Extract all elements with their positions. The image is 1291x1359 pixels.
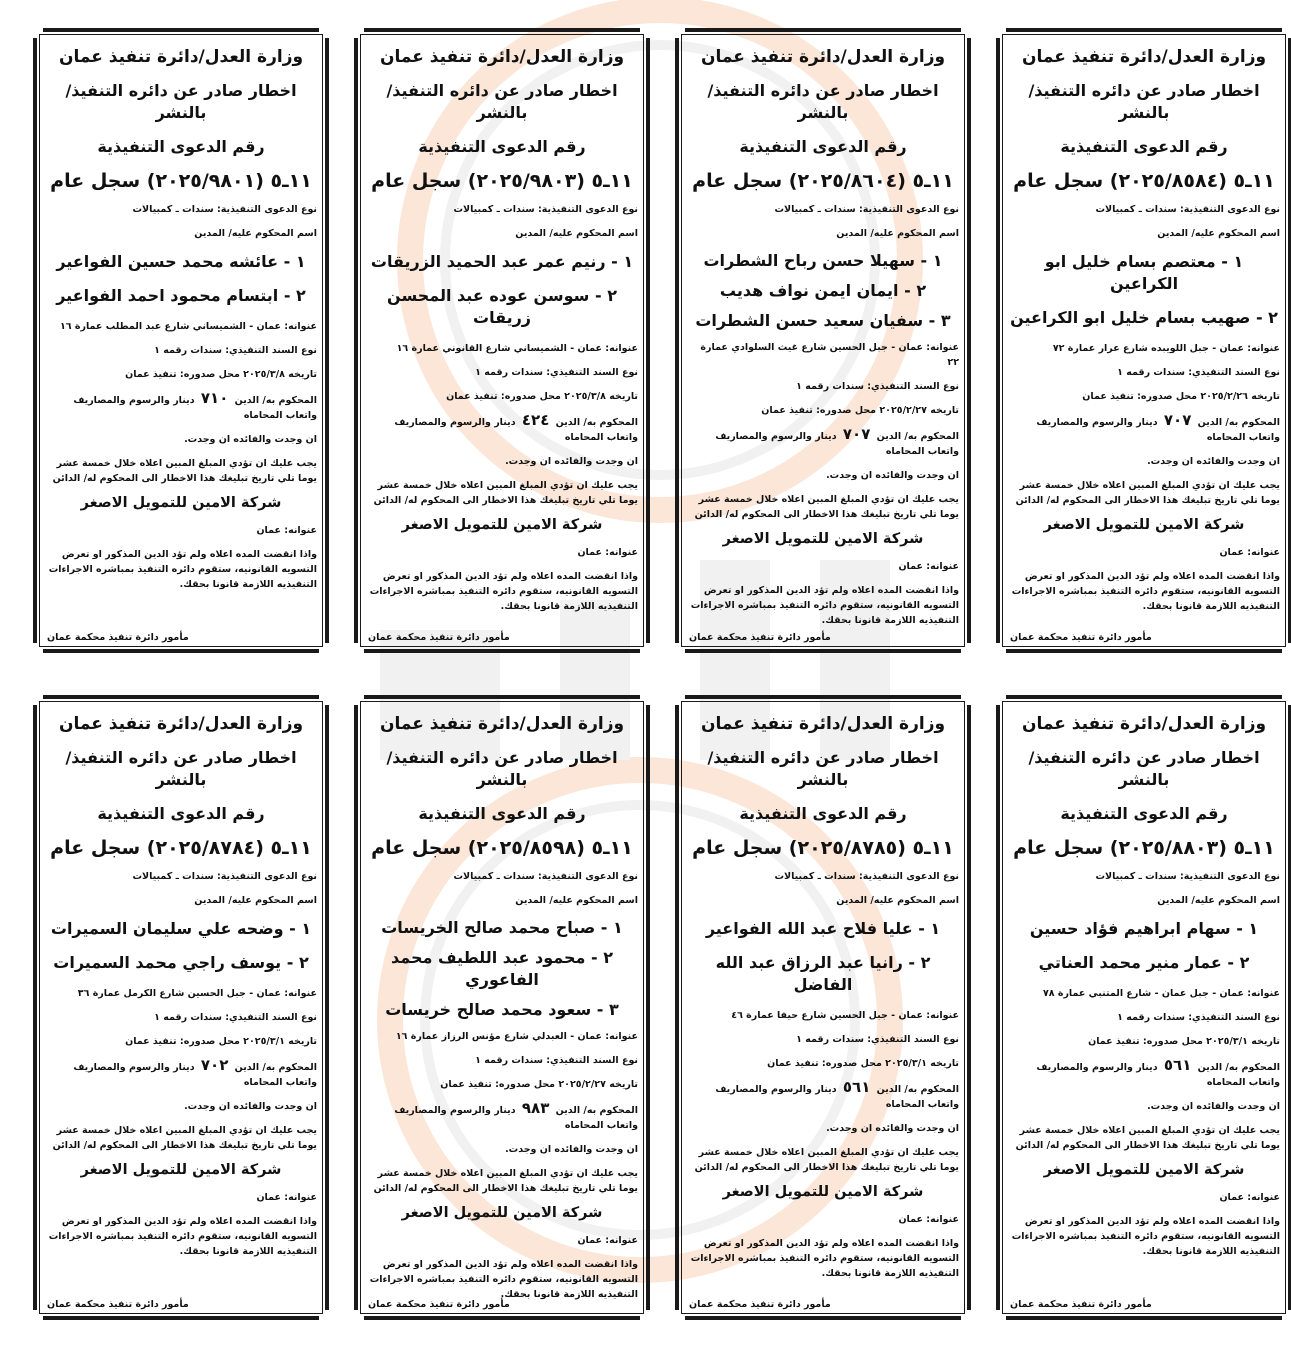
- instrument-type: نوع السند التنفيذي: سندات رقمه ١: [1117, 367, 1280, 378]
- debt-amount: ٤٢٤: [521, 411, 550, 429]
- payment-notice: يجب عليك ان تؤدي المبلغ المبين اعلاه خلال خمسة عشر يوما تلي تاريخ تبليغك هذا الاخطار الى المحكوم له/ الدائن: [52, 458, 317, 484]
- case-label: رقم الدعوى التنفيذية: [739, 804, 907, 823]
- instrument-date: تاريخه ٢٠٢٥/٣/٨ محل صدوره: تنفيذ عمان: [446, 391, 638, 402]
- judgment-amount-line: [45, 1058, 317, 1090]
- execution-notice: [354, 695, 650, 1320]
- debtor-name: ١ - معتصم بسام خليل ابو الكراعين: [1044, 252, 1244, 293]
- amount-prefix: المحكوم به/ الدين: [876, 1084, 959, 1095]
- execution-notice: [354, 28, 650, 653]
- creditor-address: عنوانه: عمان: [1219, 1192, 1280, 1203]
- payment-notice: يجب عليك ان تؤدي المبلغ المبين اعلاه خلال خمسة عشر يوما تلي تاريخ تبليغك هذا الاخطار الى المحكوم له/ الدائن: [373, 480, 638, 506]
- debtor-name: ٢ - عمار منير محمد العناتي: [1038, 953, 1250, 972]
- debtor-list: [366, 917, 638, 1021]
- ministry-header: وزارة العدل/دائرة تنفيذ عمان: [379, 714, 625, 734]
- judgment-amount-line: [687, 1080, 959, 1112]
- debtor-list: [366, 251, 638, 329]
- debtor-address: عنوانه: عمان - جبل اللويبده شارع عرار عمارة ٧٢: [1052, 343, 1280, 354]
- case-number: ١١ـ٥ (٢٠٢٥/٨٧٨٥) سجل عام: [692, 837, 954, 859]
- amount-prefix: المحكوم به/ الدين: [1197, 1062, 1280, 1073]
- amount-prefix: المحكوم به/ الدين: [555, 417, 638, 428]
- signature: مأمور دائرة تنفيذ محكمة عمان: [689, 632, 831, 643]
- debtor-name: ٢ - ابتسام محمود احمد الفواعير: [56, 286, 306, 305]
- debtor-name: ٢ - ايمان ايمن نواف هديب: [719, 281, 927, 300]
- notice-title: اخطار صادر عن دائره التنفيذ/ بالنشر: [1028, 81, 1260, 122]
- debtor-address: عنوانه: عمان - العبدلي شارع مؤنس الرزاز عمارة ١٦: [395, 1031, 638, 1042]
- notice-title: اخطار صادر عن دائره التنفيذ/ بالنشر: [707, 81, 939, 122]
- instrument-type: نوع السند التنفيذي: سندات رقمه ١: [154, 345, 317, 356]
- case-type: نوع الدعوى التنفيذية: سندات ـ كمبيالات: [774, 871, 959, 882]
- amount-suffix: دينار والرسوم والمصاريف واتعاب المحاماه: [394, 1105, 638, 1131]
- instrument-type: نوع السند التنفيذي: سندات رقمه ١: [475, 1055, 638, 1066]
- debtor-name: ٢ - صهيب بسام خليل ابو الكراعين: [1010, 308, 1278, 327]
- amount-suffix: دينار والرسوم والمصاريف واتعاب المحاماه: [73, 1062, 317, 1088]
- debtor-address: عنوانه: عمان - جبل الحسين شارع غيث السلوادي عمارة ٢٢: [700, 342, 959, 368]
- notice-title: اخطار صادر عن دائره التنفيذ/ بالنشر: [1028, 748, 1260, 789]
- creditor-address: عنوانه: عمان: [256, 525, 317, 536]
- debtor-label: اسم المحكوم عليه/ المدين: [194, 228, 317, 239]
- notice-title: اخطار صادر عن دائره التنفيذ/ بالنشر: [386, 81, 618, 122]
- debtor-label: اسم المحكوم عليه/ المدين: [1157, 895, 1280, 906]
- case-label: رقم الدعوى التنفيذية: [418, 137, 586, 156]
- instrument-date: تاريخه ٢٠٢٥/٢/٢٧ محل صدوره: تنفيذ عمان: [440, 1079, 638, 1090]
- amount-prefix: المحكوم به/ الدين: [1197, 417, 1280, 428]
- case-label: رقم الدعوى التنفيذية: [1060, 804, 1228, 823]
- instrument-type: نوع السند التنفيذي: سندات رقمه ١: [154, 1012, 317, 1023]
- debtor-name: ٣ - سعود محمد صالح خريسات: [385, 1000, 619, 1019]
- ministry-header: وزارة العدل/دائرة تنفيذ عمان: [58, 47, 304, 67]
- warning-text: واذا انقضت المده اعلاه ولم تؤد الدين المذكور او تعرض التسويه القانونيه، ستقوم دائره التنفيذ بمباشره الاجراءات التنفيذيه اللازمة قانونا بحقك.: [48, 1216, 317, 1257]
- ministry-header: وزارة العدل/دائرة تنفيذ عمان: [58, 714, 304, 734]
- debtor-list: [687, 918, 959, 996]
- creditor-address: عنوانه: عمان: [898, 561, 959, 572]
- amount-tail: ان وجدت والفائده ان وجدت.: [1147, 456, 1280, 467]
- debtor-label: اسم المحكوم عليه/ المدين: [515, 895, 638, 906]
- instrument-date: تاريخه ٢٠٢٥/٣/١ محل صدوره: تنفيذ عمان: [125, 1036, 317, 1047]
- amount-prefix: المحكوم به/ الدين: [876, 431, 959, 442]
- notice-title: اخطار صادر عن دائره التنفيذ/ بالنشر: [65, 748, 297, 789]
- signature: مأمور دائرة تنفيذ محكمة عمان: [1010, 632, 1152, 643]
- signature: مأمور دائرة تنفيذ محكمة عمان: [368, 632, 510, 643]
- debtor-label: اسم المحكوم عليه/ المدين: [515, 228, 638, 239]
- amount-prefix: المحكوم به/ الدين: [555, 1105, 638, 1116]
- case-label: رقم الدعوى التنفيذية: [1060, 137, 1228, 156]
- execution-notice: [996, 28, 1291, 653]
- signature: مأمور دائرة تنفيذ محكمة عمان: [47, 1299, 189, 1310]
- creditor-name: شركة الامين للتمويل الاصغر: [722, 1184, 924, 1200]
- case-type: نوع الدعوى التنفيذية: سندات ـ كمبيالات: [1095, 204, 1280, 215]
- instrument-type: نوع السند التنفيذي: سندات رقمه ١: [796, 1034, 959, 1045]
- debt-amount: ٧١٠: [200, 389, 229, 407]
- debt-amount: ٩٨٣: [521, 1099, 550, 1117]
- instrument-type: نوع السند التنفيذي: سندات رقمه ١: [1117, 1012, 1280, 1023]
- execution-notice: [996, 695, 1291, 1320]
- judgment-amount-line: [1008, 413, 1280, 445]
- debtor-name: ١ - سهام ابراهيم فؤاد حسين: [1029, 919, 1259, 938]
- amount-tail: ان وجدت والفائده ان وجدت.: [1147, 1101, 1280, 1112]
- warning-text: واذا انقضت المده اعلاه ولم تؤد الدين المذكور او تعرض التسويه القانونيه، ستقوم دائره التنفيذ بمباشره الاجراءات التنفيذيه اللازمة قانونا بحقك.: [1011, 571, 1280, 612]
- debtor-name: ١ - رنيم عمر عبد الحميد الزريقات: [370, 252, 634, 271]
- judgment-amount-line: [687, 427, 959, 459]
- warning-text: واذا انقضت المده اعلاه ولم تؤد الدين المذكور او تعرض التسويه القانونيه، ستقوم دائره التنفيذ بمباشره الاجراءات التنفيذيه اللازمة قانونا بحقك.: [690, 585, 959, 626]
- execution-notice: [675, 28, 971, 653]
- creditor-name: شركة الامين للتمويل الاصغر: [80, 495, 282, 511]
- case-number: ١١ـ٥ (٢٠٢٥/٨٥٩٨) سجل عام: [371, 837, 633, 859]
- signature: مأمور دائرة تنفيذ محكمة عمان: [47, 632, 189, 643]
- case-label: رقم الدعوى التنفيذية: [97, 137, 265, 156]
- debt-amount: ٥٦١: [1163, 1056, 1192, 1074]
- debt-amount: ٧٠٧: [1163, 411, 1192, 429]
- creditor-address: عنوانه: عمان: [256, 1192, 317, 1203]
- debtor-name: ٣ - سفيان سعيد حسن الشطرات: [695, 311, 951, 330]
- debtor-list: [1008, 251, 1280, 329]
- debtor-name: ٢ - محمود عبد اللطيف محمد الفاعوري: [391, 948, 613, 989]
- payment-notice: يجب عليك ان تؤدي المبلغ المبين اعلاه خلال خمسة عشر يوما تلي تاريخ تبليغك هذا الاخطار الى المحكوم له/ الدائن: [1015, 1125, 1280, 1151]
- execution-notice: [33, 695, 329, 1320]
- warning-text: واذا انقضت المده اعلاه ولم تؤد الدين المذكور او تعرض التسويه القانونيه، ستقوم دائره التنفيذ بمباشره الاجراءات التنفيذيه اللازمة قانونا بحقك.: [369, 571, 638, 612]
- debtor-label: اسم المحكوم عليه/ المدين: [836, 895, 959, 906]
- amount-suffix: دينار والرسوم والمصاريف واتعاب المحاماه: [715, 431, 959, 457]
- debtor-name: ١ - عائشه محمد حسين الفواعير: [56, 252, 306, 271]
- signature: مأمور دائرة تنفيذ محكمة عمان: [368, 1299, 510, 1310]
- amount-tail: ان وجدت والفائده ان وجدت.: [184, 434, 317, 445]
- creditor-name: شركة الامين للتمويل الاصغر: [722, 531, 924, 547]
- creditor-address: عنوانه: عمان: [1219, 547, 1280, 558]
- instrument-type: نوع السند التنفيذي: سندات رقمه ١: [796, 381, 959, 392]
- case-number: ١١ـ٥ (٢٠٢٥/٨٥٨٤) سجل عام: [1013, 170, 1275, 192]
- judgment-amount-line: [45, 391, 317, 423]
- payment-notice: يجب عليك ان تؤدي المبلغ المبين اعلاه خلال خمسة عشر يوما تلي تاريخ تبليغك هذا الاخطار الى المحكوم له/ الدائن: [52, 1125, 317, 1151]
- execution-notice: [675, 695, 971, 1320]
- instrument-date: تاريخه ٢٠٢٥/٢/٢٦ محل صدوره: تنفيذ عمان: [1082, 391, 1280, 402]
- instrument-date: تاريخه ٢٠٢٥/٣/١ محل صدوره: تنفيذ عمان: [767, 1058, 959, 1069]
- debtor-address: عنوانه: عمان - الشميساني شارع القانوني عمارة ١٦: [396, 343, 638, 354]
- warning-text: واذا انقضت المده اعلاه ولم تؤد الدين المذكور او تعرض التسويه القانونيه، ستقوم دائره التنفيذ بمباشره الاجراءات التنفيذيه اللازمة قانونا بحقك.: [369, 1259, 638, 1300]
- debtor-address: عنوانه: عمان - الشميساني شارع عبد المطلب عمارة ١٦: [59, 321, 317, 332]
- case-label: رقم الدعوى التنفيذية: [418, 804, 586, 823]
- debt-amount: ٧٠٧: [842, 425, 871, 443]
- debtor-address: عنوانه: عمان - جبل الحسين شارع الكرمل عمارة ٣٦: [77, 988, 317, 999]
- payment-notice: يجب عليك ان تؤدي المبلغ المبين اعلاه خلال خمسة عشر يوما تلي تاريخ تبليغك هذا الاخطار الى المحكوم له/ الدائن: [694, 1147, 959, 1173]
- amount-prefix: المحكوم به/ الدين: [234, 395, 317, 406]
- ministry-header: وزارة العدل/دائرة تنفيذ عمان: [700, 47, 946, 67]
- notice-title: اخطار صادر عن دائره التنفيذ/ بالنشر: [386, 748, 618, 789]
- amount-tail: ان وجدت والفائده ان وجدت.: [826, 1123, 959, 1134]
- debtor-name: ١ - سهيلا حسن رباح الشطرات: [703, 251, 943, 270]
- signature: مأمور دائرة تنفيذ محكمة عمان: [1010, 1299, 1152, 1310]
- payment-notice: يجب عليك ان تؤدي المبلغ المبين اعلاه خلال خمسة عشر يوما تلي تاريخ تبليغك هذا الاخطار الى المحكوم له/ الدائن: [1015, 480, 1280, 506]
- amount-suffix: دينار والرسوم والمصاريف واتعاب المحاماه: [73, 395, 317, 421]
- amount-tail: ان وجدت والفائده ان وجدت.: [505, 456, 638, 467]
- creditor-address: عنوانه: عمان: [577, 1235, 638, 1246]
- case-type: نوع الدعوى التنفيذية: سندات ـ كمبيالات: [132, 204, 317, 215]
- amount-suffix: دينار والرسوم والمصاريف واتعاب المحاماه: [394, 417, 638, 443]
- amount-tail: ان وجدت والفائده ان وجدت.: [505, 1144, 638, 1155]
- ministry-header: وزارة العدل/دائرة تنفيذ عمان: [1021, 47, 1267, 67]
- case-type: نوع الدعوى التنفيذية: سندات ـ كمبيالات: [453, 871, 638, 882]
- instrument-date: تاريخه ٢٠٢٥/٣/٨ محل صدوره: تنفيذ عمان: [125, 369, 317, 380]
- case-type: نوع الدعوى التنفيذية: سندات ـ كمبيالات: [453, 204, 638, 215]
- signature: مأمور دائرة تنفيذ محكمة عمان: [689, 1299, 831, 1310]
- judgment-amount-line: [1008, 1058, 1280, 1090]
- amount-tail: ان وجدت والفائده ان وجدت.: [184, 1101, 317, 1112]
- debtor-list: [687, 250, 959, 332]
- execution-notice: [33, 28, 329, 653]
- instrument-type: نوع السند التنفيذي: سندات رقمه ١: [475, 367, 638, 378]
- debtor-address: عنوانه: عمان - جبل عمان - شارع المتنبي عمارة ٧٨: [1042, 988, 1280, 999]
- case-number: ١١ـ٥ (٢٠٢٥/٨٦٠٤) سجل عام: [692, 170, 954, 192]
- ministry-header: وزارة العدل/دائرة تنفيذ عمان: [1021, 714, 1267, 734]
- case-label: رقم الدعوى التنفيذية: [97, 804, 265, 823]
- amount-suffix: دينار والرسوم والمصاريف واتعاب المحاماه: [1036, 417, 1280, 443]
- amount-prefix: المحكوم به/ الدين: [234, 1062, 317, 1073]
- debtor-list: [45, 918, 317, 974]
- case-type: نوع الدعوى التنفيذية: سندات ـ كمبيالات: [1095, 871, 1280, 882]
- amount-tail: ان وجدت والفائده ان وجدت.: [826, 470, 959, 481]
- instrument-date: تاريخه ٢٠٢٥/٢/٢٧ محل صدوره: تنفيذ عمان: [761, 405, 959, 416]
- case-number: ١١ـ٥ (٢٠٢٥/٩٨٠١) سجل عام: [50, 170, 312, 192]
- warning-text: واذا انقضت المده اعلاه ولم تؤد الدين المذكور او تعرض التسويه القانونيه، ستقوم دائره التنفيذ بمباشره الاجراءات التنفيذيه اللازمة قانونا بحقك.: [1011, 1216, 1280, 1257]
- case-number: ١١ـ٥ (٢٠٢٥/٨٨٠٣) سجل عام: [1013, 837, 1275, 859]
- debtor-label: اسم المحكوم عليه/ المدين: [194, 895, 317, 906]
- case-label: رقم الدعوى التنفيذية: [739, 137, 907, 156]
- creditor-name: شركة الامين للتمويل الاصغر: [80, 1162, 282, 1178]
- debtor-name: ٢ - رانيا عبد الرزاق عبد الله الفاضل: [715, 953, 931, 994]
- payment-notice: يجب عليك ان تؤدي المبلغ المبين اعلاه خلال خمسة عشر يوما تلي تاريخ تبليغك هذا الاخطار الى المحكوم له/ الدائن: [694, 494, 959, 520]
- debtor-name: ١ - عليا فلاح عبد الله الفواعير: [705, 919, 941, 938]
- warning-text: واذا انقضت المده اعلاه ولم تؤد الدين المذكور او تعرض التسويه القانونيه، ستقوم دائره التنفيذ بمباشره الاجراءات التنفيذيه اللازمة قانونا بحقك.: [690, 1238, 959, 1279]
- debtor-list: [1008, 918, 1280, 974]
- warning-text: واذا انقضت المده اعلاه ولم تؤد الدين المذكور او تعرض التسويه القانونيه، ستقوم دائره التنفيذ بمباشره الاجراءات التنفيذيه اللازمة قانونا بحقك.: [48, 549, 317, 590]
- instrument-date: تاريخه ٢٠٢٥/٣/١ محل صدوره: تنفيذ عمان: [1088, 1036, 1280, 1047]
- ministry-header: وزارة العدل/دائرة تنفيذ عمان: [379, 47, 625, 67]
- case-number: ١١ـ٥ (٢٠٢٥/٩٨٠٣) سجل عام: [371, 170, 633, 192]
- case-number: ١١ـ٥ (٢٠٢٥/٨٧٨٤) سجل عام: [50, 837, 312, 859]
- debtor-list: [45, 251, 317, 307]
- creditor-name: شركة الامين للتمويل الاصغر: [1043, 517, 1245, 533]
- payment-notice: يجب عليك ان تؤدي المبلغ المبين اعلاه خلال خمسة عشر يوما تلي تاريخ تبليغك هذا الاخطار الى المحكوم له/ الدائن: [373, 1168, 638, 1194]
- debt-amount: ٧٠٢: [200, 1056, 229, 1074]
- debtor-name: ١ - صباح محمد صالح الخريسات: [381, 918, 623, 937]
- case-type: نوع الدعوى التنفيذية: سندات ـ كمبيالات: [132, 871, 317, 882]
- creditor-name: شركة الامين للتمويل الاصغر: [401, 517, 603, 533]
- notices-grid: [30, 28, 1291, 1320]
- debtor-label: اسم المحكوم عليه/ المدين: [1157, 228, 1280, 239]
- debt-amount: ٥٦١: [842, 1078, 871, 1096]
- debtor-label: اسم المحكوم عليه/ المدين: [836, 228, 959, 239]
- creditor-name: شركة الامين للتمويل الاصغر: [1043, 1162, 1245, 1178]
- ministry-header: وزارة العدل/دائرة تنفيذ عمان: [700, 714, 946, 734]
- debtor-name: ٢ - سوسن عوده عبد المحسن زريقات: [387, 286, 617, 327]
- notice-title: اخطار صادر عن دائره التنفيذ/ بالنشر: [65, 81, 297, 122]
- debtor-address: عنوانه: عمان - جبل الحسين شارع حيفا عمارة ٤٦: [731, 1010, 959, 1021]
- creditor-address: عنوانه: عمان: [898, 1214, 959, 1225]
- notice-title: اخطار صادر عن دائره التنفيذ/ بالنشر: [707, 748, 939, 789]
- amount-suffix: دينار والرسوم والمصاريف واتعاب المحاماه: [715, 1084, 959, 1110]
- creditor-address: عنوانه: عمان: [577, 547, 638, 558]
- judgment-amount-line: [366, 1101, 638, 1133]
- judgment-amount-line: [366, 413, 638, 445]
- debtor-name: ٢ - يوسف راجي محمد السميرات: [53, 953, 309, 972]
- debtor-name: ١ - وضحه علي سليمان السميرات: [50, 919, 312, 938]
- amount-suffix: دينار والرسوم والمصاريف واتعاب المحاماه: [1036, 1062, 1280, 1088]
- creditor-name: شركة الامين للتمويل الاصغر: [401, 1205, 603, 1221]
- case-type: نوع الدعوى التنفيذية: سندات ـ كمبيالات: [774, 204, 959, 215]
